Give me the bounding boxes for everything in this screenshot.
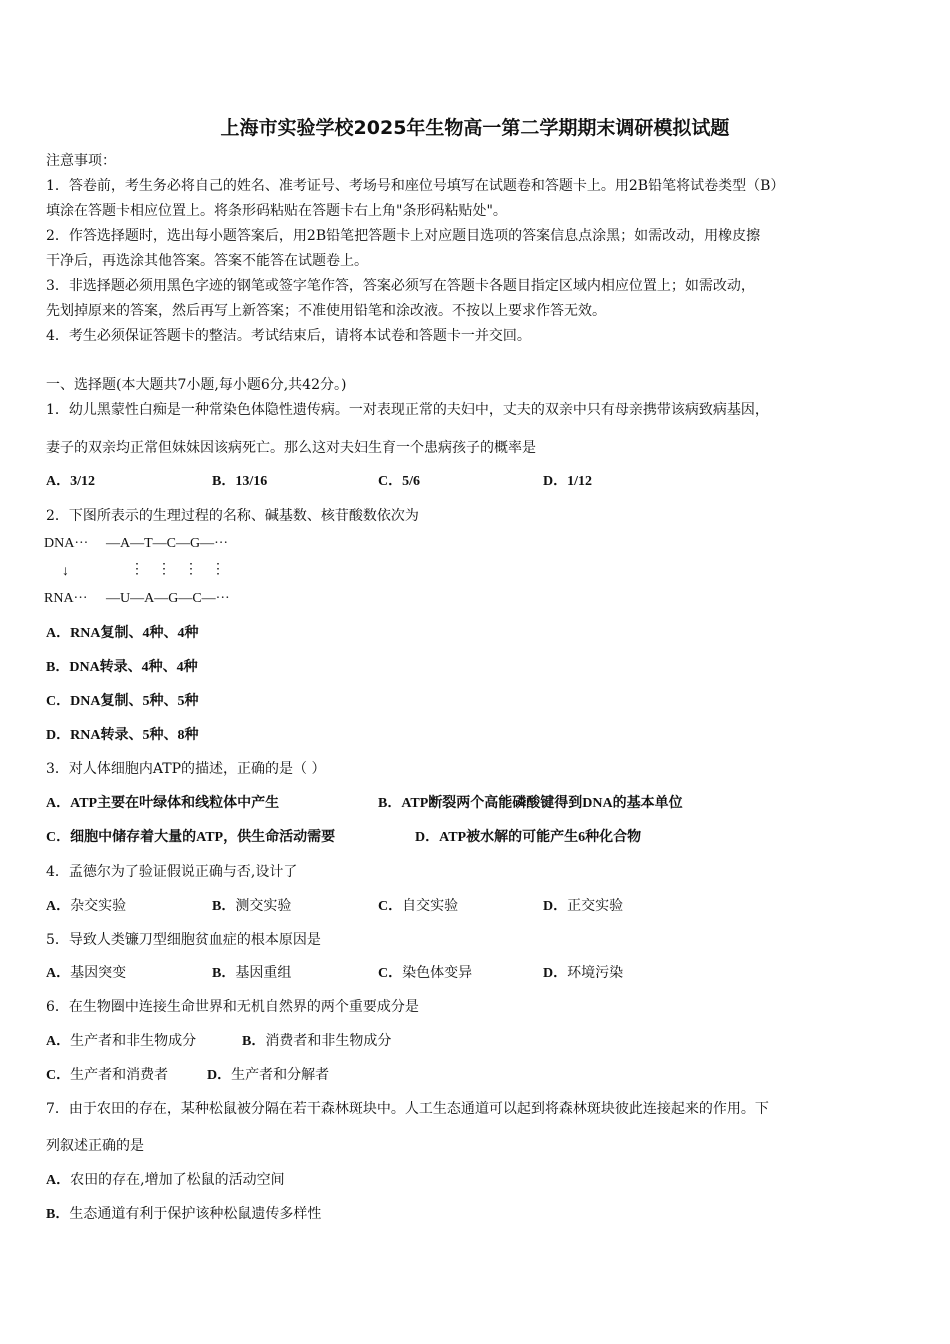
option-key: D． [543, 899, 568, 914]
down-arrow-icon: ↓ [62, 564, 69, 579]
notice-line: 干净后，再选涂其他答案。答案不能答在试题卷上。 [46, 253, 368, 269]
option-key: B． [212, 899, 236, 914]
option-text: ATP被水解的可能产生6种化合物 [439, 830, 642, 845]
notice-line: 4．考生必须保证答题卡的整洁。考试结束后，请将本试卷和答题卡一并交回。 [46, 328, 531, 344]
q1-option-b [212, 472, 267, 491]
option-key: C． [378, 899, 403, 914]
option-text: ATP主要在叶绿体和线粒体中产生 [70, 796, 280, 811]
q5-option-b [212, 964, 291, 983]
dna-label: DNA··· [44, 536, 89, 551]
rna-strand: —U—A—G—C—··· [106, 591, 230, 606]
option-key: D． [415, 830, 440, 845]
option-text: 基因突变 [70, 965, 127, 981]
base-pair-dots: ⋮ [157, 562, 171, 577]
option-key: C． [378, 966, 403, 981]
notice-heading: 注意事项： [46, 153, 116, 169]
option-key: A． [46, 1034, 71, 1049]
option-text: RNA复制、4种、4种 [70, 626, 199, 641]
question-7-stem-cont: 列叙述正确的是 [46, 1138, 144, 1154]
option-text: 农田的存在,增加了松鼠的活动空间 [70, 1172, 285, 1188]
option-key: B． [46, 660, 70, 675]
q6-option-c [46, 1066, 168, 1085]
notice-line: 3．非选择题必须用黑色字迹的钢笔或签字笔作答，答案必须写在答题卡各题目指定区域内相应位置上；如需改动， [46, 278, 755, 294]
option-text: 1/12 [567, 474, 593, 489]
option-key: D． [543, 474, 568, 489]
option-key: B． [378, 796, 402, 811]
option-key: C． [46, 830, 71, 845]
q6-option-a [46, 1032, 196, 1051]
q1-option-a [46, 472, 95, 491]
option-text: 生产者和分解者 [231, 1067, 330, 1083]
q4-option-a [46, 897, 126, 916]
q3-option-d [415, 828, 641, 847]
question-1-stem-cont: 妻子的双亲均正常但妹妹因该病死亡。那么这对夫妇生育一个患病孩子的概率是 [46, 440, 536, 456]
option-text: 生态通道有利于保护该种松鼠遗传多样性 [69, 1206, 322, 1222]
option-key: C． [46, 694, 71, 709]
option-key: B． [242, 1034, 266, 1049]
rna-label: RNA··· [44, 591, 88, 606]
option-text: ATP断裂两个高能磷酸键得到DNA的基本单位 [401, 796, 683, 811]
question-6-stem: 6．在生物圈中连接生命世界和无机自然界的两个重要成分是 [46, 999, 419, 1015]
question-5-stem: 5．导致人类镰刀型细胞贫血症的根本原因是 [46, 932, 321, 948]
q3-option-c [46, 828, 335, 847]
notice-line: 填涂在答题卡相应位置上。将条形码粘贴在答题卡右上角"条形码粘贴处"。 [46, 203, 507, 219]
q1-option-c [378, 472, 420, 491]
option-text: 基因重组 [235, 965, 292, 981]
question-2-stem: 2．下图所表示的生理过程的名称、碱基数、核苷酸数依次为 [46, 508, 419, 524]
q2-option-b [46, 658, 198, 677]
option-key: A． [46, 796, 71, 811]
transcription-diagram [44, 533, 284, 611]
option-key: A． [46, 626, 71, 641]
q5-option-a [46, 964, 126, 983]
notice-line: 先划掉原来的答案，然后再写上新答案；不准使用铅笔和涂改液。不按以上要求作答无效。 [46, 303, 606, 319]
q7-option-a [46, 1171, 285, 1190]
option-text: 5/6 [402, 474, 421, 489]
option-key: A． [46, 1173, 71, 1188]
option-key: C． [378, 474, 403, 489]
q7-option-b [46, 1205, 321, 1224]
option-text: 3/12 [70, 474, 96, 489]
option-key: B． [212, 474, 236, 489]
option-key: D． [543, 966, 568, 981]
q5-option-d [543, 964, 623, 983]
option-text: 杂交实验 [70, 898, 127, 914]
option-text: 生产者和消费者 [70, 1067, 169, 1083]
option-text: RNA转录、5种、8种 [70, 728, 199, 743]
option-text: 13/16 [235, 474, 268, 489]
q2-option-d [46, 726, 198, 745]
base-pair-dots: ⋮ [211, 562, 225, 577]
question-4-stem: 4．孟德尔为了验证假说正确与否,设计了 [46, 864, 298, 880]
option-text: DNA复制、5种、5种 [70, 694, 199, 709]
q6-option-b [242, 1032, 391, 1051]
option-text: 细胞中储存着大量的ATP，供生命活动需要 [70, 830, 336, 845]
q4-option-c [378, 897, 458, 916]
option-text: 自交实验 [402, 898, 459, 914]
option-text: 生产者和非生物成分 [70, 1033, 197, 1049]
option-key: A． [46, 474, 71, 489]
option-text: 环境污染 [567, 965, 624, 981]
q2-option-c [46, 692, 198, 711]
q2-option-a [46, 624, 198, 643]
q3-option-b [378, 794, 683, 813]
option-text: 染色体变异 [402, 965, 473, 981]
q3-option-a [46, 794, 279, 813]
option-text: 消费者和非生物成分 [265, 1033, 392, 1049]
option-key: D． [207, 1068, 232, 1083]
option-text: 测交实验 [235, 898, 292, 914]
section-heading: 一、选择题(本大题共7小题,每小题6分,共42分。) [46, 377, 347, 393]
option-key: B． [46, 1207, 70, 1222]
base-pair-dots: ⋮ [130, 562, 144, 577]
option-key: C． [46, 1068, 71, 1083]
option-key: B． [212, 966, 236, 981]
page-title: 上海市实验学校2025年生物高一第二学期期末调研模拟试题 [220, 117, 730, 139]
q4-option-b [212, 897, 291, 916]
notice-line: 2．作答选择题时，选出每小题答案后，用2B铅笔把答题卡上对应题目选项的答案信息点涂黑；如需改动，用橡皮擦 [46, 228, 761, 244]
question-1-stem: 1．幼儿黑蒙性白痴是一种常染色体隐性遗传病。一对表现正常的夫妇中，丈夫的双亲中只有母亲携带该病致病基因， [46, 402, 769, 418]
question-3-stem: 3．对人体细胞内ATP的描述，正确的是（ ） [46, 761, 326, 777]
q6-option-d [207, 1066, 329, 1085]
q4-option-d [543, 897, 623, 916]
option-text: DNA转录、4种、4种 [69, 660, 198, 675]
base-pair-dots: ⋮ [184, 562, 198, 577]
option-key: A． [46, 966, 71, 981]
option-key: A． [46, 899, 71, 914]
option-key: D． [46, 728, 71, 743]
question-7-stem: 7．由于农田的存在，某种松鼠被分隔在若干森林斑块中。人工生态通道可以起到将森林斑块彼此连接起来的作用。下 [46, 1101, 769, 1117]
q5-option-c [378, 964, 472, 983]
option-text: 正交实验 [567, 898, 624, 914]
q1-option-d [543, 472, 592, 491]
notice-line: 1．答卷前，考生务必将自己的姓名、准考证号、考场号和座位号填写在试题卷和答题卡上。用2B铅笔将试卷类型（B） [46, 178, 785, 194]
dna-strand: —A—T—C—G—··· [106, 536, 229, 551]
